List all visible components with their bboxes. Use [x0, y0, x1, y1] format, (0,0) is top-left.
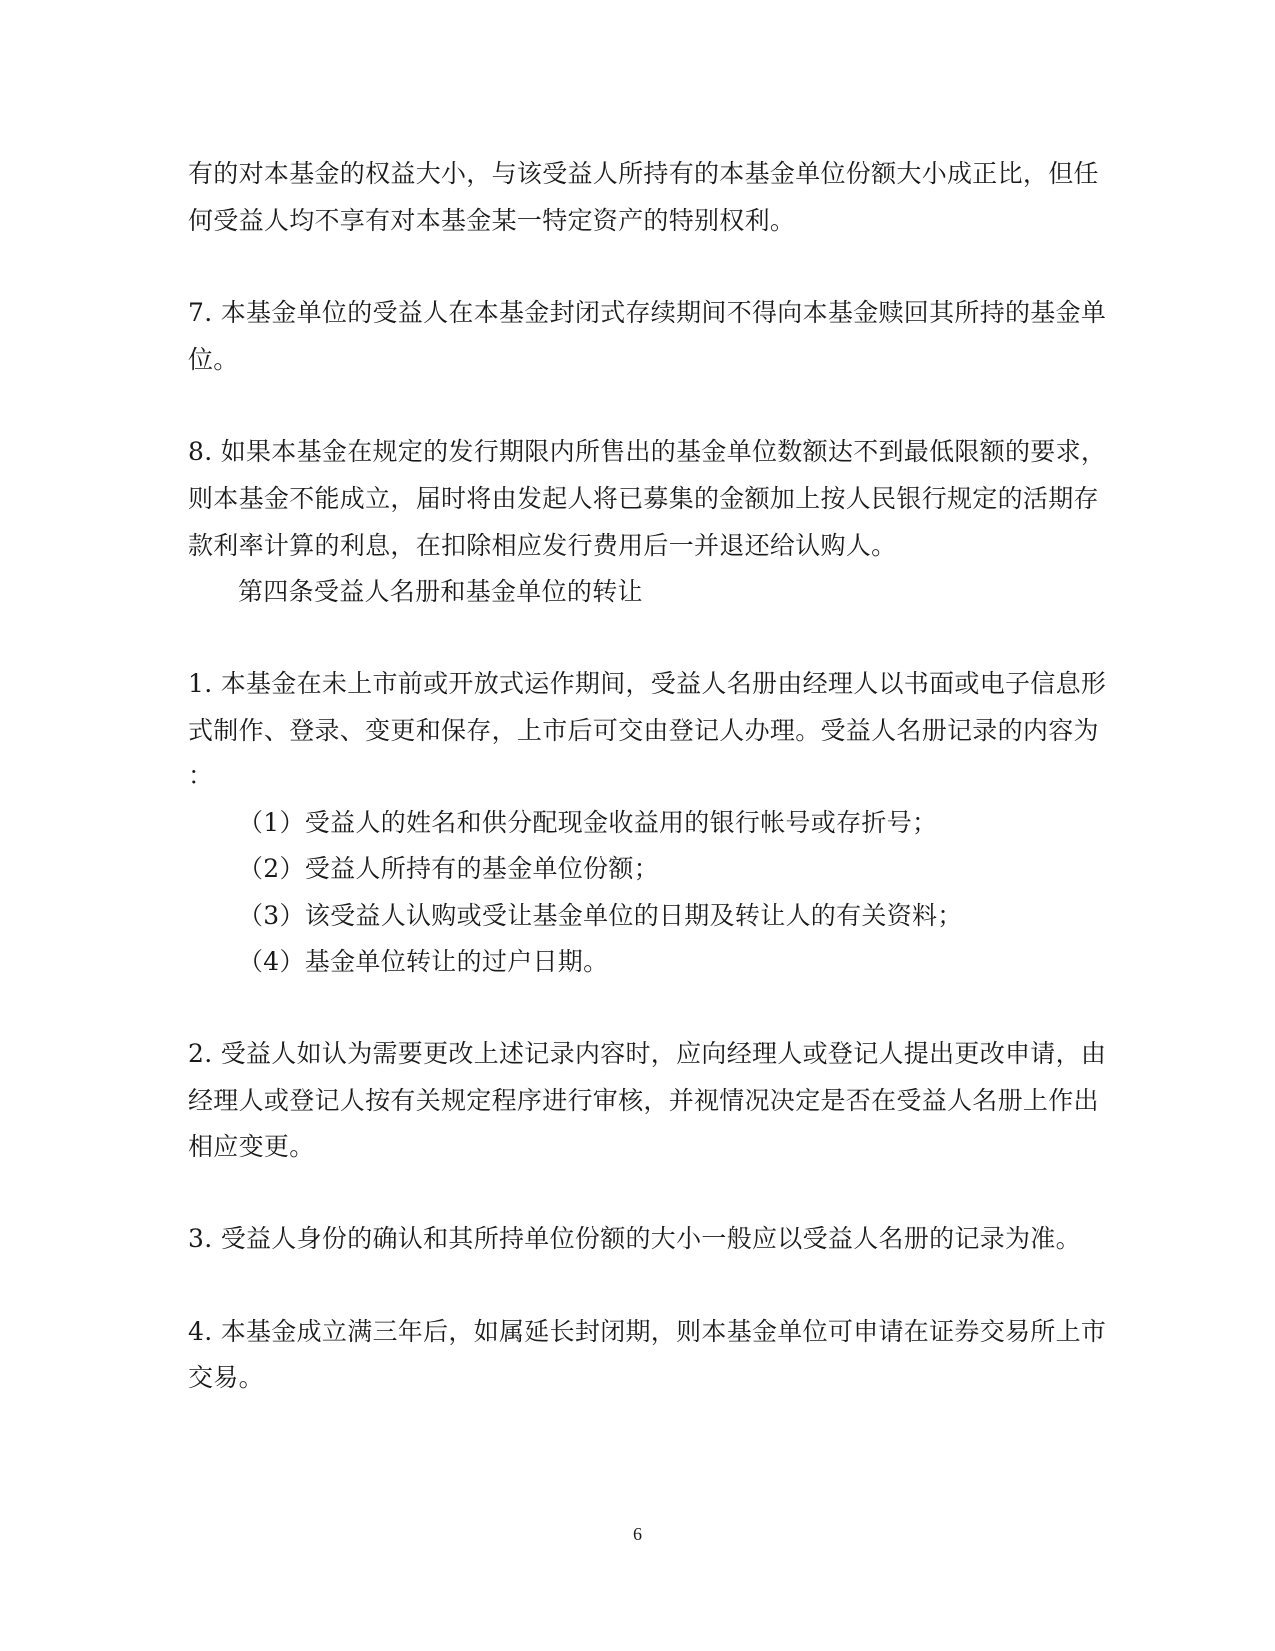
section-heading: 第四条受益人名册和基金单位的转让: [238, 577, 643, 606]
list-item: （2）受益人所持有的基金单位份额；: [238, 854, 660, 883]
text-line: 位。: [188, 345, 239, 374]
text-line: 7. 本基金单位的受益人在本基金封闭式存续期间不得向本基金赎回其所持的基金单: [188, 298, 1107, 327]
text-line: 款利率计算的利息，在扣除相应发行费用后一并退还给认购人。: [188, 531, 897, 560]
text-line: ：: [188, 761, 214, 790]
text-line: 2. 受益人如认为需要更改上述记录内容时，应向经理人或登记人提出更改申请，由: [188, 1039, 1107, 1068]
text-line: 则本基金不能成立，届时将由发起人将已募集的金额加上按人民银行规定的活期存: [188, 484, 1099, 513]
list-item: （4）基金单位转让的过户日期。: [238, 947, 609, 976]
text-line: 相应变更。: [188, 1132, 315, 1161]
list-item: （3）该受益人认购或受让基金单位的日期及转让人的有关资料；: [238, 901, 963, 930]
text-line: 何受益人均不享有对本基金某一特定资产的特别权利。: [188, 206, 796, 235]
text-line: 交易。: [188, 1363, 264, 1392]
list-item: （1）受益人的姓名和供分配现金收益用的银行帐号或存折号；: [238, 808, 938, 837]
text-line: 有的对本基金的权益大小，与该受益人所持有的本基金单位份额大小成正比，但任: [188, 159, 1099, 188]
text-line: 4. 本基金成立满三年后，如属延长封闭期，则本基金单位可申请在证券交易所上市: [188, 1317, 1107, 1346]
page-number: 6: [633, 1524, 642, 1544]
text-line: 经理人或登记人按有关规定程序进行审核，并视情况决定是否在受益人名册上作出: [188, 1086, 1099, 1115]
text-line: 1. 本基金在未上市前或开放式运作期间，受益人名册由经理人以书面或电子信息形: [188, 669, 1107, 698]
text-line: 式制作、登录、变更和保存，上市后可交由登记人办理。受益人名册记录的内容为: [188, 716, 1099, 745]
text-line: 3. 受益人身份的确认和其所持单位份额的大小一般应以受益人名册的记录为准。: [188, 1224, 1081, 1253]
text-line: 8. 如果本基金在规定的发行期限内所售出的基金单位数额达不到最低限额的要求，: [188, 437, 1107, 466]
